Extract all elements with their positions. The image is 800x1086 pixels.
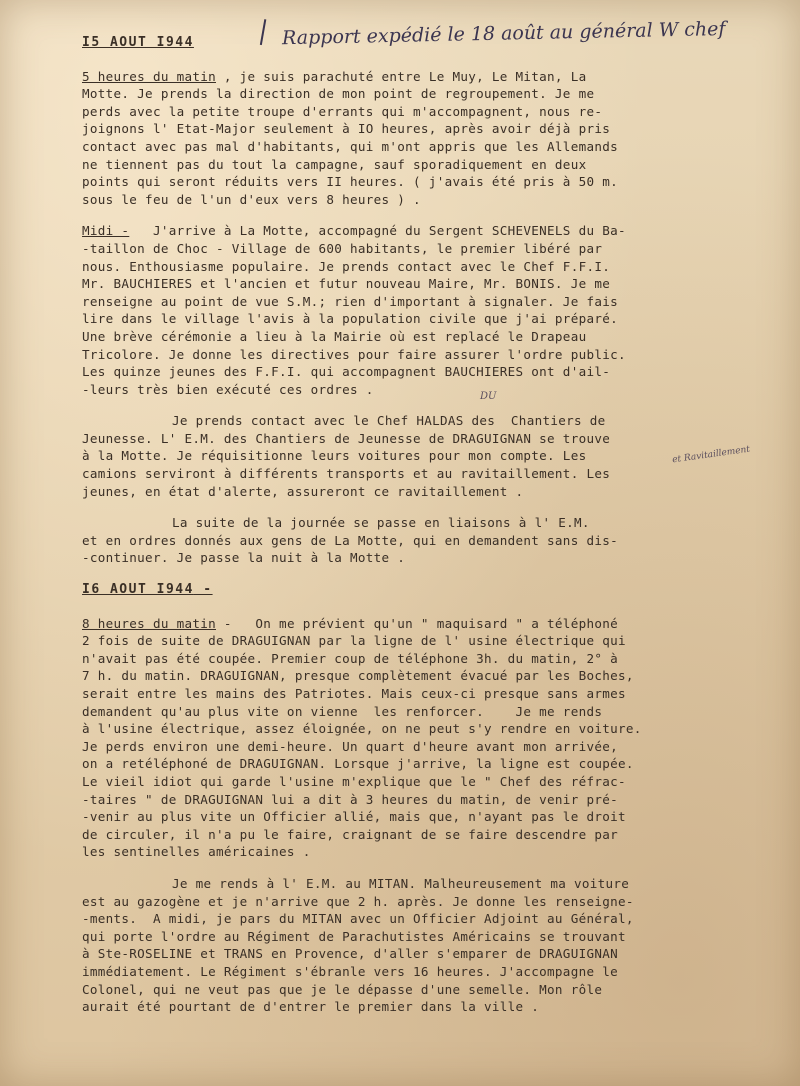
text-line xyxy=(82,138,782,156)
line-text: qui porte l'ordre au Régiment de Parachutistes Américains se trouvant xyxy=(82,928,626,944)
text-line xyxy=(82,875,782,893)
line-text: demandent qu'au plus vite on vienne les renforcer. Je me rends xyxy=(82,703,603,719)
line-text: à la Motte. Je réquisitionne leurs voitures pour mon compte. Les xyxy=(82,448,587,464)
line-text: serait entre les mains des Patriotes. Mais ceux-ci presque sans armes xyxy=(82,686,626,701)
line-text: contact avec pas mal d'habitants, qui m'ont appris que les Allemands xyxy=(82,138,618,154)
text-line xyxy=(82,514,782,532)
line-text: Tricolore. Je donne les directives pour faire assurer l'ordre public. xyxy=(82,346,626,362)
paragraph-lead: 5 heures du matin xyxy=(82,68,216,84)
text-line xyxy=(82,945,782,963)
line-text: -taillon de Choc - Village de 600 habitants, le premier libéré par xyxy=(82,240,603,256)
line-text: 2 fois de suite de DRAGUIGNAN par la ligne de l' usine électrique qui xyxy=(82,633,626,649)
line-text: -taires " de DRAGUIGNAN lui a dit à 3 heures du matin, de venir pré- xyxy=(82,791,618,807)
line-text: Je prends contact avec le Chef HALDAS des Chantiers de xyxy=(172,413,606,429)
text-line xyxy=(82,755,782,773)
date-heading-suffix: - xyxy=(193,582,213,598)
text-line xyxy=(82,363,782,381)
document-body xyxy=(82,34,782,1030)
line-text: joignons l' Etat-Major seulement à IO heures, après avoir déjà pris xyxy=(82,121,611,137)
text-line xyxy=(82,808,782,826)
text-line xyxy=(82,826,782,844)
line-text: -continuer. Je passe la nuit à la Motte . xyxy=(82,550,406,566)
paragraph xyxy=(82,615,782,861)
line-text: ne tiennent pas du tout la campagne, sauf sporadiquement en deux xyxy=(82,156,587,172)
text-line xyxy=(82,685,782,703)
text-line xyxy=(82,843,782,861)
line-text: points qui seront réduits vers II heures. ( j'avais été pris à 50 m. xyxy=(82,174,618,190)
paragraph xyxy=(82,412,782,500)
text-line xyxy=(82,549,782,567)
margin-note-du: DU xyxy=(480,391,497,402)
line-text: lire dans le village l'avis à la population civile que j'ai préparé. xyxy=(82,311,618,327)
text-line xyxy=(82,791,782,809)
line-text: Je perds environ une demi-heure. Un quart d'heure avant mon arrivée, xyxy=(82,738,618,754)
line-text: immédiatement. Le Régiment s'ébranle vers 16 heures. J'accompagne le xyxy=(82,963,618,979)
line-text: -ments. A midi, je pars du MITAN avec un Officier Adjoint au Général, xyxy=(82,911,634,927)
line-text: on a retéléphoné de DRAGUIGNAN. Lorsque j'arrive, la ligne est coupée. xyxy=(82,756,634,772)
text-line xyxy=(82,85,782,103)
text-line xyxy=(82,310,782,328)
line-text: -venir au plus vite un Officier allié, mais que, n'ayant pas le droit xyxy=(82,809,626,825)
text-line xyxy=(82,910,782,928)
text-line xyxy=(82,430,782,448)
text-line xyxy=(82,412,782,430)
text-line xyxy=(82,738,782,756)
line-text: Le vieil idiot qui garde l'usine m'explique que le " Chef des réfrac- xyxy=(82,773,626,789)
margin-note-insert: et Ravitaillement xyxy=(671,444,751,466)
text-line xyxy=(82,465,782,483)
line-text: Motte. Je prends la direction de mon point de regroupement. Je me xyxy=(82,86,595,102)
text-line xyxy=(82,998,782,1016)
line-text: à l'usine électrique, assez éloignée, on ne peut s'y rendre en voiture. xyxy=(82,721,642,737)
text-line xyxy=(82,893,782,911)
line-text: n'avait pas été coupée. Premier coup de téléphone 3h. du matin, 2° à xyxy=(82,650,618,666)
line-text: Je me rends à l' E.M. au MITAN. Malheureusement ma voiture xyxy=(172,875,630,891)
line-text: de circuler, il n'a pu le faire, craignant de se faire descendre par xyxy=(82,826,618,842)
date-heading: I5 AOUT I944 xyxy=(82,35,194,50)
paragraph-lead: 8 heures du matin xyxy=(82,615,216,631)
text-line xyxy=(82,173,782,191)
text-line xyxy=(82,703,782,721)
text-line xyxy=(82,156,782,174)
text-line xyxy=(82,328,782,346)
line-text: nous. Enthousiasme populaire. Je prends contact avec le Chef F.F.I. xyxy=(82,258,611,274)
text-line xyxy=(82,191,782,209)
line-text: perds avec la petite troupe d'errants qui m'accompagnent, nous re- xyxy=(82,103,603,119)
text-line xyxy=(82,981,782,999)
line-text: - On me prévient qu'un " maquisard " a téléphoné xyxy=(216,615,618,631)
line-text: Jeunesse. L' E.M. des Chantiers de Jeunesse de DRAGUIGNAN se trouve xyxy=(82,430,611,446)
text-line xyxy=(82,632,782,650)
line-text: , je suis parachuté entre Le Muy, Le Mitan, La xyxy=(216,68,587,84)
paragraph-lead: Midi - xyxy=(82,223,130,239)
text-line xyxy=(82,963,782,981)
text-line xyxy=(82,667,782,685)
line-text: 7 h. du matin. DRAGUIGNAN, presque complètement évacué par les Boches, xyxy=(82,668,634,684)
text-line xyxy=(82,381,782,399)
text-line xyxy=(82,650,782,668)
line-text: les sentinelles américaines . xyxy=(82,844,311,860)
text-line xyxy=(82,720,782,738)
text-line xyxy=(82,293,782,311)
line-text: Mr. BAUCHIERES et l'ancien et futur nouveau Maire, Mr. BONIS. Je me xyxy=(82,276,611,292)
line-text: Les quinze jeunes des F.F.I. qui accompagnent BAUCHIERES ont d'ail- xyxy=(82,364,611,380)
line-text: -leurs très bien exécuté ces ordres . xyxy=(82,381,374,397)
paragraph xyxy=(82,514,782,567)
text-line xyxy=(82,275,782,293)
text-line xyxy=(82,483,782,501)
line-text: La suite de la journée se passe en liaisons à l' E.M. xyxy=(172,515,590,531)
text-line xyxy=(82,68,782,86)
text-line xyxy=(82,773,782,791)
text-line xyxy=(82,258,782,276)
paragraph xyxy=(82,222,782,398)
text-line xyxy=(82,120,782,138)
text-line xyxy=(82,222,782,240)
text-line xyxy=(82,615,782,633)
text-line xyxy=(82,532,782,550)
line-text: jeunes, en état d'alerte, assureront ce ravitaillement . xyxy=(82,483,524,499)
line-text: est au gazogène et je n'arrive que 2 h. après. Je donne les renseigne- xyxy=(82,893,634,909)
text-line xyxy=(82,103,782,121)
line-text: sous le feu de l'un d'eux vers 8 heures ) . xyxy=(82,191,421,207)
line-text: renseigne au point de vue S.M.; rien d'important à signaler. Je fais xyxy=(82,293,618,309)
line-text: Une brève cérémonie a lieu à la Mairie où est replacé le Drapeau xyxy=(82,328,587,344)
line-text: et en ordres donnés aux gens de La Motte, qui en demandent sans dis- xyxy=(82,532,618,548)
date-heading: I6 AOUT I944 - xyxy=(82,582,213,598)
line-text: Colonel, qui ne veut pas que je le dépasse d'une semelle. Mon rôle xyxy=(82,981,603,997)
text-line xyxy=(82,444,782,466)
line-text: J'arrive à La Motte, accompagné du Sergent SCHEVENELS du Ba- xyxy=(129,223,626,239)
text-line xyxy=(82,928,782,946)
line-text: aurait été pourtant de d'entrer le premier dans la ville . xyxy=(82,999,540,1015)
line-text: camions serviront à différents transports et au ravitaillement. Les xyxy=(82,466,611,482)
paragraph xyxy=(82,68,782,209)
line-text: à Ste-ROSELINE et TRANS en Provence, d'aller s'emparer de DRAGUIGNAN xyxy=(82,946,618,962)
text-line xyxy=(82,240,782,258)
paragraph xyxy=(82,875,782,1016)
text-line xyxy=(82,346,782,364)
handwritten-annotation: Rapport expédié le 18 août au général W chef xyxy=(281,17,726,50)
